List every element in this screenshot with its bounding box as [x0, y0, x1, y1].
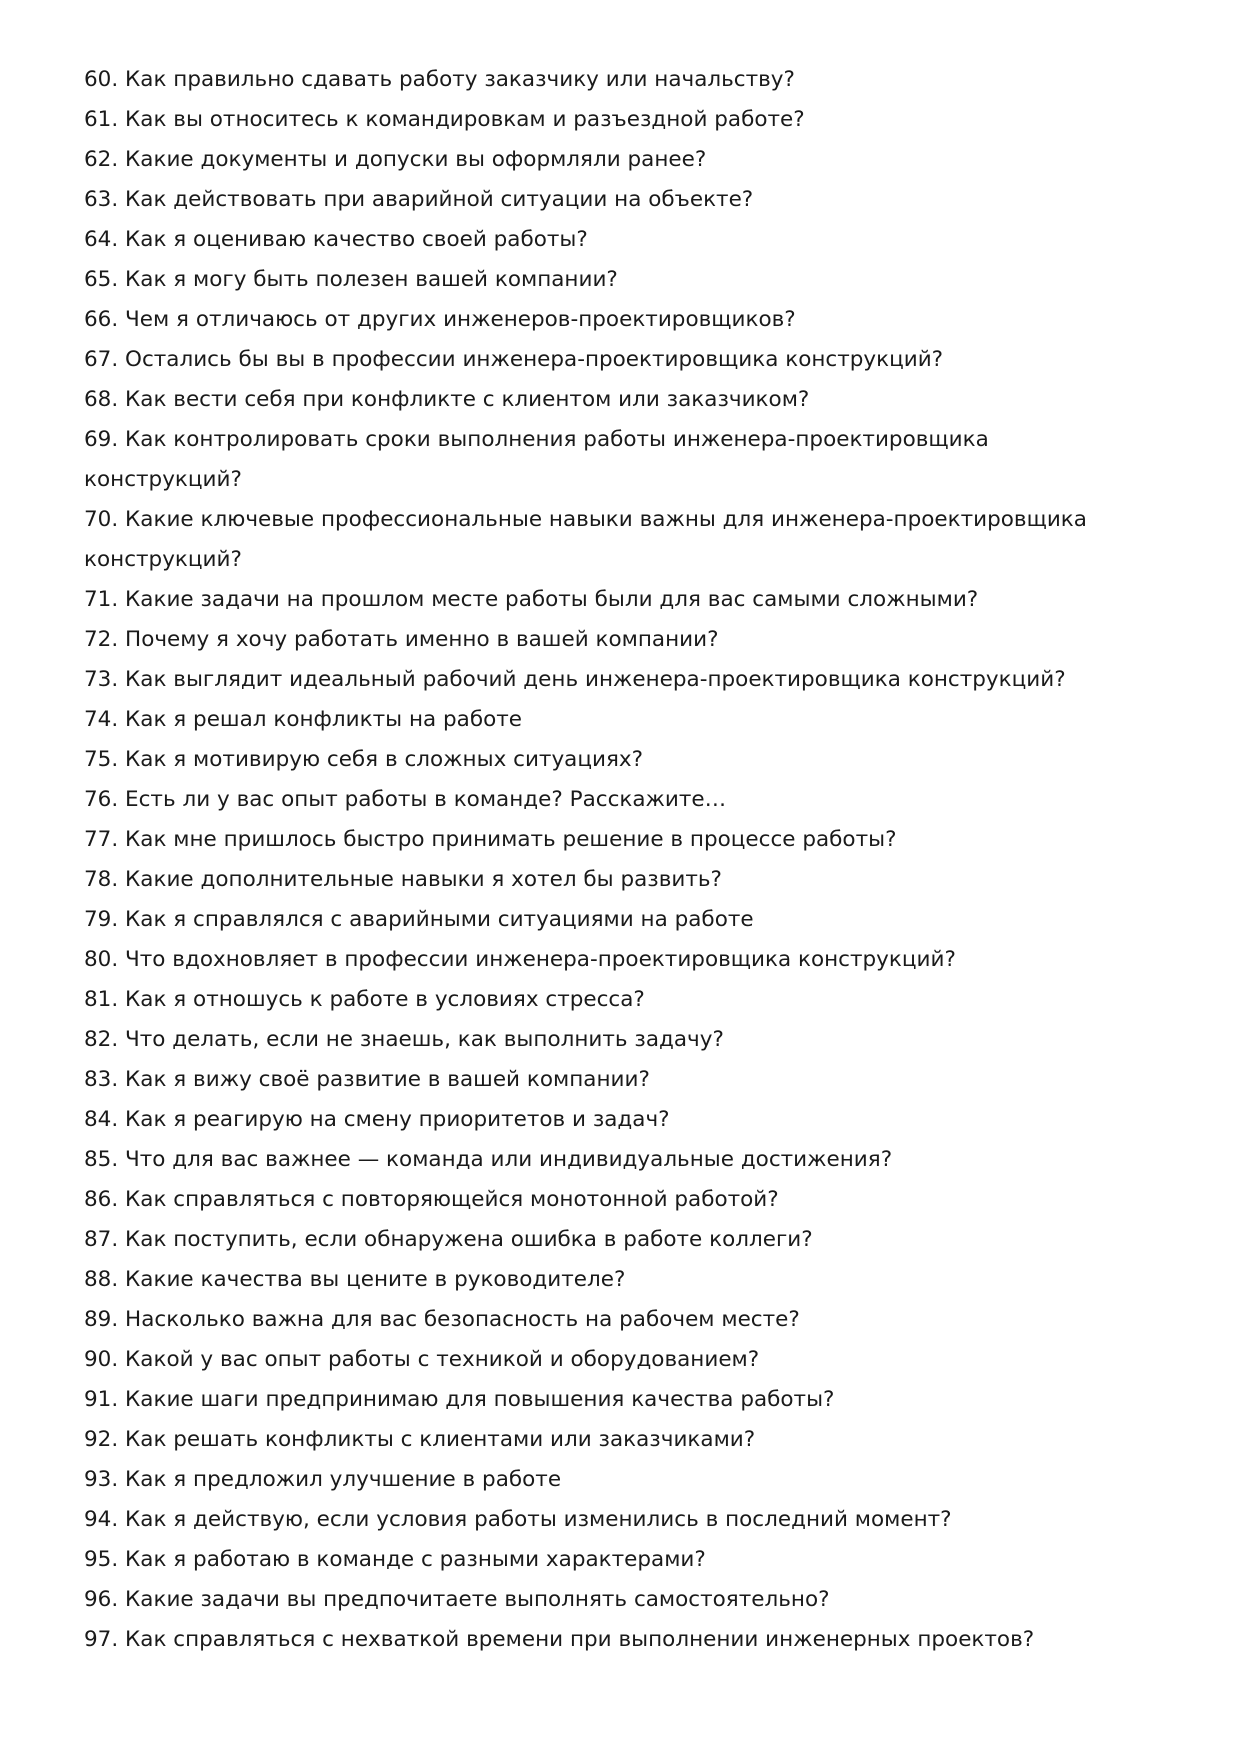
list-item: 87. Как поступить, если обнаружена ошибка в работе коллеги?: [84, 1227, 813, 1252]
list-item: 64. Как я оцениваю качество своей работы?: [84, 227, 588, 252]
list-item: 82. Что делать, если не знаешь, как выполнить задачу?: [84, 1027, 724, 1052]
list-item: 75. Как я мотивирую себя в сложных ситуациях?: [84, 747, 644, 772]
list-item: 90. Какой у вас опыт работы с техникой и оборудованием?: [84, 1347, 760, 1372]
list-item: 83. Как я вижу своё развитие в вашей компании?: [84, 1067, 650, 1092]
list-item: 73. Как выглядит идеальный рабочий день инженера-проектировщика конструкций?: [84, 667, 1066, 692]
list-item: 96. Какие задачи вы предпочитаете выполнять самостоятельно?: [84, 1587, 830, 1612]
list-item: 66. Чем я отличаюсь от других инженеров-проектировщиков?: [84, 307, 796, 332]
question-list: [84, 60, 1144, 1660]
list-item: 85. Что для вас важнее — команда или индивидуальные достижения?: [84, 1147, 893, 1172]
list-item: 60. Как правильно сдавать работу заказчику или начальству?: [84, 67, 795, 92]
list-item: 67. Остались бы вы в профессии инженера-проектировщика конструкций?: [84, 347, 944, 372]
list-item: 92. Как решать конфликты с клиентами или заказчиками?: [84, 1427, 756, 1452]
list-item: 88. Какие качества вы цените в руководителе?: [84, 1267, 626, 1292]
list-item: 77. Как мне пришлось быстро принимать решение в процессе работы?: [84, 827, 897, 852]
list-item: 81. Как я отношусь к работе в условиях стресса?: [84, 987, 645, 1012]
list-item: 89. Насколько важна для вас безопасность на рабочем месте?: [84, 1307, 800, 1332]
list-item: 74. Как я решал конфликты на работе: [84, 707, 523, 732]
list-item: 80. Что вдохновляет в профессии инженера-проектировщика конструкций?: [84, 947, 956, 972]
list-item: 94. Как я действую, если условия работы изменились в последний момент?: [84, 1507, 952, 1532]
list-item: 76. Есть ли у вас опыт работы в команде? Расскажите…: [84, 787, 727, 812]
list-item: 65. Как я могу быть полезен вашей компании?: [84, 267, 618, 292]
list-item: 68. Как вести себя при конфликте с клиентом или заказчиком?: [84, 387, 810, 412]
list-item: 84. Как я реагирую на смену приоритетов и задач?: [84, 1107, 670, 1132]
list-item: 70. Какие ключевые профессиональные навыки важны для инженера-проектировщика конструкций?: [84, 507, 1087, 572]
list-item: 93. Как я предложил улучшение в работе: [84, 1467, 562, 1492]
list-item: 61. Как вы относитесь к командировкам и разъездной работе?: [84, 107, 805, 132]
list-item: 79. Как я справлялся с аварийными ситуациями на работе: [84, 907, 754, 932]
list-item: 78. Какие дополнительные навыки я хотел бы развить?: [84, 867, 722, 892]
list-item: 71. Какие задачи на прошлом месте работы были для вас самыми сложными?: [84, 587, 979, 612]
list-item: 95. Как я работаю в команде с разными характерами?: [84, 1547, 706, 1572]
list-item: 72. Почему я хочу работать именно в вашей компании?: [84, 627, 719, 652]
list-item: 69. Как контролировать сроки выполнения работы инженера-проектировщика конструкций?: [84, 427, 989, 492]
list-item: 91. Какие шаги предпринимаю для повышения качества работы?: [84, 1387, 835, 1412]
list-item: 63. Как действовать при аварийной ситуации на объекте?: [84, 187, 754, 212]
list-item: 62. Какие документы и допуски вы оформляли ранее?: [84, 147, 707, 172]
list-item: 97. Как справляться с нехваткой времени при выполнении инженерных проектов?: [84, 1627, 1035, 1652]
list-item: 86. Как справляться с повторяющейся монотонной работой?: [84, 1187, 779, 1212]
